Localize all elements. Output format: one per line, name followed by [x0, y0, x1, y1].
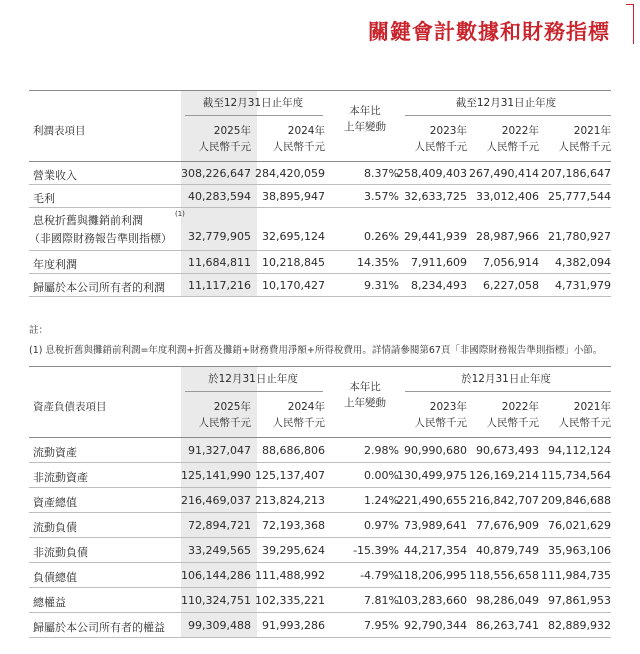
- unit-label: 人民幣千元: [558, 141, 611, 153]
- table-row: [29, 162, 611, 185]
- table-row: [29, 185, 611, 208]
- value-cell: 213,824,213: [255, 493, 325, 507]
- value-cell: 32,633,725: [404, 189, 467, 203]
- row-label: 營業收入: [33, 168, 77, 182]
- value-cell: 90,990,680: [404, 443, 467, 457]
- value-cell: 3.57%: [364, 189, 399, 203]
- value-cell: 40,879,749: [476, 543, 539, 557]
- value-cell: 86,263,741: [476, 618, 539, 632]
- value-cell: 35,963,106: [548, 543, 611, 557]
- value-cell: 92,790,344: [404, 618, 467, 632]
- change-header-line2: 上年變動: [344, 397, 386, 409]
- value-cell: 7,056,914: [483, 255, 539, 269]
- value-cell: 21,780,927: [548, 230, 611, 243]
- value-cell: 33,012,406: [476, 189, 539, 203]
- value-cell: 29,441,939: [404, 230, 467, 243]
- value-cell: 10,218,845: [262, 255, 325, 269]
- value-cell: 216,842,707: [469, 493, 539, 507]
- value-cell: 94,112,124: [548, 443, 611, 457]
- value-cell: 125,141,990: [181, 468, 251, 482]
- balance-sheet-table: [29, 366, 611, 638]
- change-header-line1: 本年比: [349, 381, 381, 393]
- table-row: [29, 513, 611, 538]
- table-row: [29, 208, 611, 251]
- year-label: 2022年: [501, 125, 539, 137]
- value-cell: 90,673,493: [476, 443, 539, 457]
- value-cell: 115,734,564: [541, 468, 611, 482]
- row-label: 毛利: [33, 191, 55, 205]
- item-header: 利潤表項目: [33, 125, 86, 137]
- period-underline-right: [405, 115, 611, 116]
- value-cell: 14.35%: [357, 255, 399, 269]
- unit-label: 人民幣千元: [558, 417, 611, 429]
- row-label: 非流動負債: [33, 545, 88, 559]
- value-cell: 91,993,286: [262, 618, 325, 632]
- footnote-marker: (1): [175, 210, 185, 218]
- row-label: 總權益: [33, 595, 66, 609]
- period-underline-left: [185, 115, 323, 116]
- value-cell: 0.26%: [364, 230, 399, 243]
- table-row: [29, 563, 611, 588]
- value-cell: 6,227,058: [483, 278, 539, 292]
- value-cell: 110,324,751: [181, 593, 251, 607]
- value-cell: 44,217,354: [404, 543, 467, 557]
- value-cell: 28,987,966: [476, 230, 539, 243]
- value-cell: 82,889,932: [548, 618, 611, 632]
- value-cell: 130,499,975: [397, 468, 467, 482]
- value-cell: 40,283,594: [188, 189, 251, 203]
- value-cell: 91,327,047: [188, 443, 251, 457]
- year-label: 2022年: [501, 401, 539, 413]
- value-cell: 209,846,688: [541, 493, 611, 507]
- value-cell: 125,137,407: [255, 468, 325, 482]
- value-cell: 216,469,037: [181, 493, 251, 507]
- value-cell: 39,295,624: [262, 543, 325, 557]
- year-label: 2021年: [573, 125, 611, 137]
- table-row: [29, 463, 611, 488]
- value-cell: -4.79%: [360, 568, 399, 582]
- row-label-sub: （非國際財務報告準則指標）: [29, 232, 172, 245]
- note-item: (1) 息稅折舊與攤銷前利潤=年度利潤+折舊及攤銷+財務費用淨額+所得稅費用。詳情請參閱第67頁「非國際財務報告準則指標」小節。: [29, 345, 603, 356]
- value-cell: 97,861,953: [548, 593, 611, 607]
- year-label: 2023年: [429, 125, 467, 137]
- year-label: 2021年: [573, 401, 611, 413]
- value-cell: 1.24%: [364, 493, 399, 507]
- value-cell: 111,984,735: [541, 568, 611, 582]
- corner-bracket-horizontal: [626, 4, 634, 5]
- year-label: 2025年: [213, 125, 251, 137]
- period-underline-left: [185, 391, 323, 392]
- table-row: [29, 613, 611, 638]
- value-cell: 32,695,124: [262, 230, 325, 243]
- year-label: 2023年: [429, 401, 467, 413]
- unit-label: 人民幣千元: [486, 141, 539, 153]
- value-cell: 7,911,609: [411, 255, 467, 269]
- value-cell: 267,490,414: [469, 166, 539, 180]
- value-cell: 38,895,947: [262, 189, 325, 203]
- value-cell: 4,382,094: [555, 255, 611, 269]
- value-cell: 72,193,368: [262, 518, 325, 532]
- value-cell: 207,186,647: [541, 166, 611, 180]
- item-header: 資產負債表項目: [33, 401, 107, 413]
- value-cell: 2.98%: [364, 443, 399, 457]
- year-label: 2025年: [213, 401, 251, 413]
- period-header-right: 於12月31日止年度: [461, 373, 551, 385]
- current-year-shade: [181, 208, 257, 250]
- unit-label: 人民幣千元: [486, 417, 539, 429]
- value-cell: 8.37%: [364, 166, 399, 180]
- value-cell: 99,309,488: [188, 618, 251, 632]
- table-row: [29, 274, 611, 297]
- value-cell: 76,021,629: [548, 518, 611, 532]
- unit-label: 人民幣千元: [414, 141, 467, 153]
- value-cell: 0.00%: [364, 468, 399, 482]
- unit-label: 人民幣千元: [272, 141, 325, 153]
- value-cell: 284,420,059: [255, 166, 325, 180]
- notes-heading: 註：: [29, 325, 49, 336]
- value-cell: 106,144,286: [181, 568, 251, 582]
- period-underline-right: [405, 391, 611, 392]
- table-row: [29, 538, 611, 563]
- unit-label: 人民幣千元: [198, 141, 251, 153]
- row-label: 年度利潤: [33, 257, 77, 271]
- value-cell: 72,894,721: [188, 518, 251, 532]
- value-cell: 8,234,493: [411, 278, 467, 292]
- value-cell: 308,226,647: [181, 166, 251, 180]
- unit-label: 人民幣千元: [414, 417, 467, 429]
- table-header: [29, 90, 611, 162]
- page-title: 關鍵會計數據和財務指標: [368, 20, 610, 44]
- table-row: [29, 588, 611, 613]
- value-cell: 111,488,992: [255, 568, 325, 582]
- value-cell: 4,731,979: [555, 278, 611, 292]
- row-label: 流動負債: [33, 520, 77, 534]
- income-statement-table: [29, 90, 611, 297]
- value-cell: 10,170,427: [262, 278, 325, 292]
- row-label: 歸屬於本公司所有者的權益: [33, 620, 165, 634]
- value-cell: 0.97%: [364, 518, 399, 532]
- value-cell: 126,169,214: [469, 468, 539, 482]
- value-cell: 77,676,909: [476, 518, 539, 532]
- value-cell: 88,686,806: [262, 443, 325, 457]
- value-cell: 258,409,403: [397, 166, 467, 180]
- row-label: 非流動資產: [33, 470, 88, 484]
- value-cell: 118,556,658: [469, 568, 539, 582]
- value-cell: 102,335,221: [255, 593, 325, 607]
- table-row: [29, 438, 611, 463]
- value-cell: 118,206,995: [397, 568, 467, 582]
- value-cell: 11,684,811: [188, 255, 251, 269]
- unit-label: 人民幣千元: [198, 417, 251, 429]
- change-header-line1: 本年比: [349, 105, 381, 117]
- row-label: 負債總值: [33, 570, 77, 584]
- row-label: 歸屬於本公司所有者的利潤: [33, 280, 165, 294]
- value-cell: 98,286,049: [476, 593, 539, 607]
- value-cell: 9.31%: [364, 278, 399, 292]
- value-cell: 33,249,565: [188, 543, 251, 557]
- value-cell: -15.39%: [353, 543, 399, 557]
- year-label: 2024年: [287, 401, 325, 413]
- table-row: [29, 251, 611, 274]
- change-header-line2: 上年變動: [344, 121, 386, 133]
- value-cell: 25,777,544: [548, 189, 611, 203]
- row-label: 資產總值: [33, 495, 77, 509]
- unit-label: 人民幣千元: [272, 417, 325, 429]
- value-cell: 7.81%: [364, 593, 399, 607]
- period-header-left: 於12月31日止年度: [208, 373, 298, 385]
- value-cell: 32,779,905: [188, 230, 251, 243]
- value-cell: 73,989,641: [404, 518, 467, 532]
- value-cell: 11,117,216: [188, 278, 251, 292]
- period-header-right: 截至12月31日止年度: [455, 97, 557, 109]
- row-label: 流動資產: [33, 445, 77, 459]
- period-header-left: 截至12月31日止年度: [202, 97, 304, 109]
- year-label: 2024年: [287, 125, 325, 137]
- corner-bracket-vertical: [633, 4, 634, 44]
- table-row: [29, 488, 611, 513]
- row-label: 息稅折舊與攤銷前利潤: [33, 214, 143, 227]
- value-cell: 7.95%: [364, 618, 399, 632]
- table-header: [29, 366, 611, 438]
- value-cell: 221,490,655: [397, 493, 467, 507]
- value-cell: 103,283,660: [397, 593, 467, 607]
